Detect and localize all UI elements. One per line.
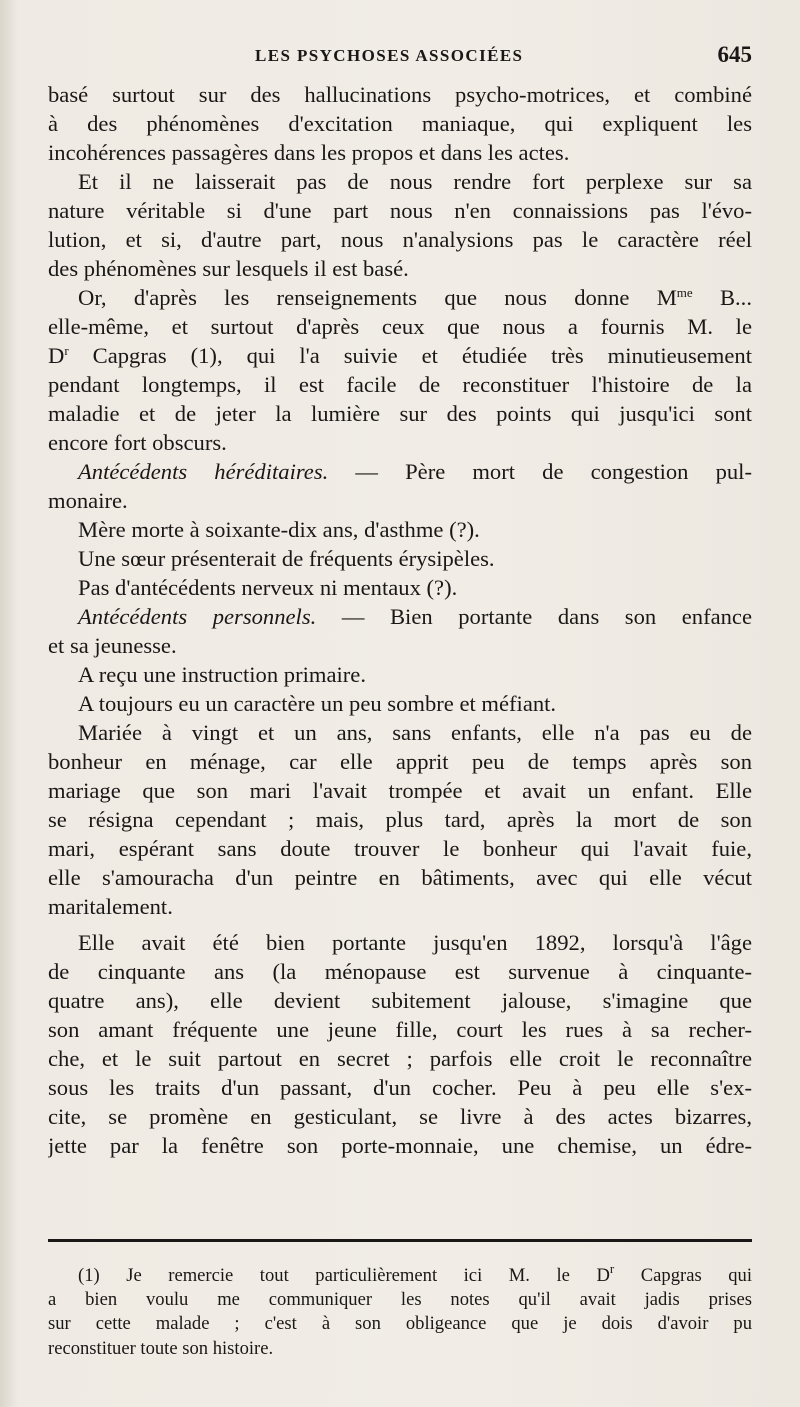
text-line: maladie et de jeter la lumière sur des points qui jusqu'ici sont (48, 401, 752, 426)
text-line: basé surtout sur des hallucinations psycho-motrices, et combiné (48, 82, 752, 107)
text-line: à des phénomènes d'excitation maniaque, qui expliquent les (48, 111, 752, 136)
text-line: cite, se promène en gesticulant, se livre à des actes bizarres, (48, 1104, 752, 1129)
text-line: elle-même, et surtout d'après ceux que nous a fournis M. le (48, 314, 752, 339)
text-line: $D^r$ Capgras (1), qui l'a suivie et étudiée très minutieusement (48, 343, 752, 368)
text-line: che, et le suit partout en secret ; parfois elle croit le reconnaître (48, 1046, 752, 1071)
text-line: incohérences passagères dans les propos et dans les actes. (48, 140, 570, 165)
text-line: jette par la fenêtre son porte-monnaie, une chemise, un édre- (48, 1133, 752, 1158)
running-title: LES PSYCHOSES ASSOCIÉES (255, 46, 524, 65)
text-line: se résigna cependant ; mais, plus tard, après la mort de son (48, 807, 752, 832)
text-line: encore fort obscurs. (48, 430, 227, 455)
page-number: 645 (717, 42, 752, 67)
text-line: Pas d'antécédents nerveux ni mentaux (?). (78, 575, 458, 600)
page-header (0, 42, 800, 76)
text-line: Mariée à vingt et un ans, sans enfants, elle n'a pas eu de (78, 720, 752, 745)
text-line: Mère morte à soixante-dix ans, d'asthme (?). (78, 517, 480, 542)
text-line: A toujours eu un caractère un peu sombre et méfiant. (78, 691, 557, 716)
text-line: des phénomènes sur lesquels il est basé. (48, 256, 409, 281)
text-line: Elle avait été bien portante jusqu'en 1892, lorsqu'à l'âge (78, 930, 752, 955)
text-line: nature véritable si d'une part nous n'en connaissions pas l'évo- (48, 198, 752, 223)
text-line: monaire. (48, 488, 128, 513)
section-heading: Antécédents personnels. (78, 604, 317, 629)
text-line: bonheur en ménage, car elle apprit peu de temps après son (48, 749, 752, 774)
text-line: lution, et si, d'autre part, nous n'analysions pas le caractère réel (48, 227, 752, 252)
footnote-divider (48, 1239, 752, 1242)
text-line: mariage que son mari l'avait trompée et avait un enfant. Elle (48, 778, 752, 803)
footnote-line: sur cette malade ; c'est à son obligeance que je dois d'avoir pu (48, 1313, 752, 1335)
text-line: son amant fréquente une jeune fille, court les rues à sa recher- (48, 1017, 752, 1042)
text-line: mari, espérant sans doute trouver le bonheur qui l'avait fuie, (48, 836, 752, 861)
text-line: Antécédents héréditaires. — Père mort de congestion pul- (78, 459, 752, 484)
text-line: de cinquante ans (la ménopause est survenue à cinquante- (48, 959, 752, 984)
text-line: maritalement. (48, 894, 173, 919)
body-text (48, 80, 752, 1160)
footnote-line: reconstituer toute son histoire. (48, 1337, 274, 1359)
text-line: sous les traits d'un passant, d'un cocher. Peu à peu elle s'ex- (48, 1075, 752, 1100)
text-line: elle s'amouracha d'un peintre en bâtiments, avec qui elle vécut (48, 865, 752, 890)
footnote-line: a bien voulu me communiquer les notes qu'il avait jadis prises (48, 1289, 752, 1311)
text-line: A reçu une instruction primaire. (78, 662, 366, 687)
text-line: Or, d'après les renseignements que nous donne $M^{me}$ B... (78, 285, 752, 310)
text-line: Une sœur présenterait de fréquents érysipèles. (78, 546, 495, 571)
text-line: Antécédents personnels. — Bien portante dans son enfance (78, 604, 752, 629)
footnote-line: (1) Je remercie tout particulièrement ici M. le $D^r$ Capgras qui (78, 1264, 752, 1286)
text-line: quatre ans), elle devient subitement jalouse, s'imagine que (48, 988, 752, 1013)
section-heading: Antécédents héréditaires. (78, 459, 329, 484)
text-line: Et il ne laisserait pas de nous rendre fort perplexe sur sa (78, 169, 752, 194)
text-line: et sa jeunesse. (48, 633, 177, 658)
text-line: pendant longtemps, il est facile de reconstituer l'histoire de la (48, 372, 752, 397)
footnote (48, 1264, 752, 1361)
